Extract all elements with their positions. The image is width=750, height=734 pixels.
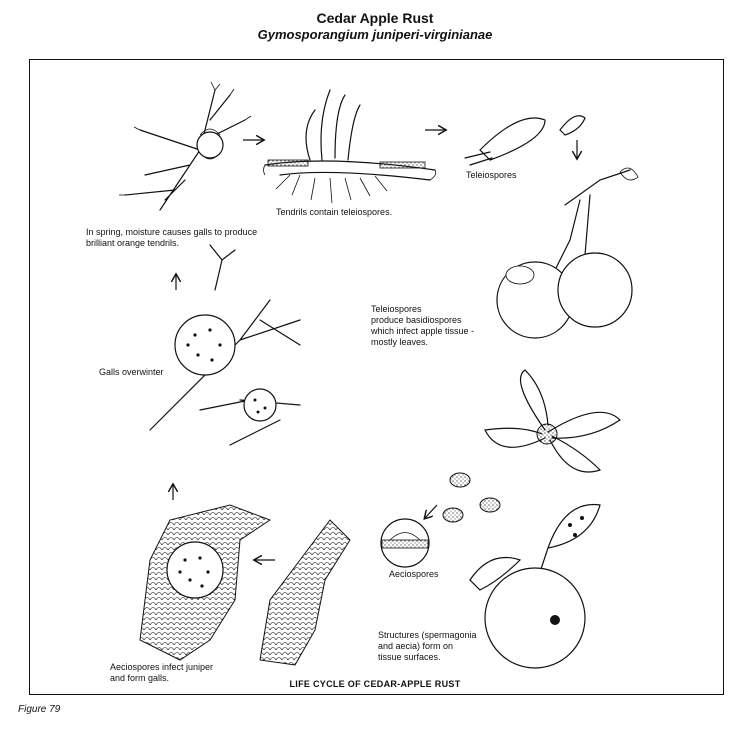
diagram-subtitle: Gymosporangium juniperi-virginianae xyxy=(257,27,493,42)
apples-on-branch xyxy=(497,168,638,338)
gall-with-tendrils xyxy=(264,90,436,203)
diagram-title: Cedar Apple Rust xyxy=(316,10,434,26)
label-spring-galls: In spring, moisture causes galls to produce brilliant orange tendrils. xyxy=(86,227,258,248)
arrow-diagonal xyxy=(425,505,437,518)
label-aeciospores: Aeciospores xyxy=(389,569,439,579)
figure-caption: Figure 79 xyxy=(18,704,61,715)
teleiospores-drawing xyxy=(465,116,585,165)
apple-blossom xyxy=(485,370,620,472)
aeciospores-drawing xyxy=(381,519,429,567)
label-teleiospores: Teleiospores xyxy=(466,170,517,180)
overwintering-galls xyxy=(150,245,300,445)
label-tendrils: Tendrils contain teleiospores. xyxy=(276,207,393,217)
juniper-branches-with-gall xyxy=(140,505,350,665)
label-basidiospores: Teleiospores produce basidiospores which infect apple tissue - mostly leaves. xyxy=(371,304,475,347)
label-galls-overwinter: Galls overwinter xyxy=(99,367,164,377)
label-structures: Structures (spermagonia and aecia) form on tissue surfaces. xyxy=(378,630,477,662)
cedar-twig-with-gall xyxy=(119,82,251,210)
diagram-footer: LIFE CYCLE OF CEDAR-APPLE RUST xyxy=(289,679,461,689)
floating-spores xyxy=(443,473,500,522)
label-infect-juniper: Aeciospores infect juniper and form galls. xyxy=(110,662,214,683)
